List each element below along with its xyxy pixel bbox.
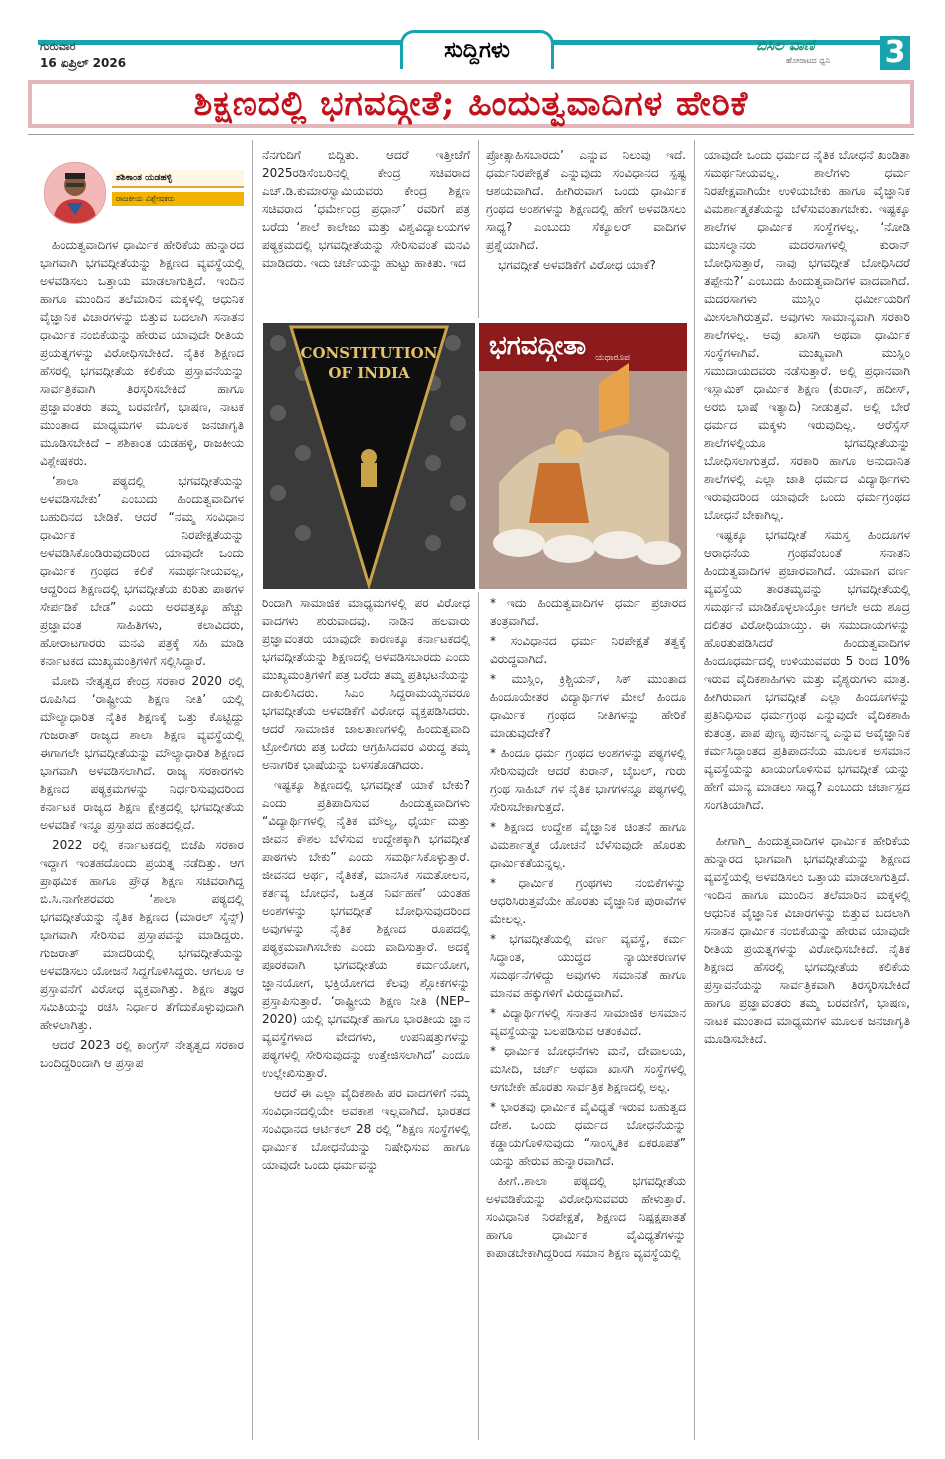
header-day: ಗುರುವಾರ — [40, 40, 76, 53]
paragraph: ಇಷ್ಟಕ್ಕೂ ಭಗವದ್ಗೀತೆ ಸಮಸ್ತ ಹಿಂದೂಗಳ ಆರಾಧನೆಯ ಗ್ರಂಥವೆಂಬಂತೆ ಸನಾತನಿ ಹಿಂದುತ್ವವಾದಿಗಳ ಪ್ರಚಾರವಾಗಿದೆ. ಯಾವಾಗ ವರ್ಣ ವ್ಯವಸ್ಥೆಯ ತಾರತಮ್ಯವನ್ನು ಭಗವದ್ಗೀತೆಯಲ್ಲಿ ಸಮರ್ಥನೆ ಮಾಡಿಕೊಳ್ಳಲಾಯ್ತೋ ಆಗಲೇ ಅದು ಶೂದ್ರ ದಲಿತರ ವಿರೋಧಿಯಾಯ್ತು. ಈ ಸಮುದಾಯಗಳನ್ನು ಹೊರತುಪಡಿಸಿದರೆ ಹಿಂದುತ್ವವಾದಿಗಳ ಹಿಂದೂಧರ್ಮದಲ್ಲಿ ಉಳಿಯುವವರು 5 ರಿಂದ 10% ಇರುವ ವೈದಿಕಶಾಹಿಗಳು ಮತ್ತು ವೈಶ್ಯರುಗಳು ಮಾತ್ರ. ಹೀಗಿರುವಾಗ ಭಗವದ್ಗೀತೆ ಎಲ್ಲಾ ಹಿಂದೂಗಳನ್ನು ಪ್ರತಿನಿಧಿಸುವ ಧರ್ಮಗ್ರಂಥ ಎನ್ನುವುದೇ ವೈದಿಕಶಾಹಿ ಕುತಂತ್ರ. ಪಾಪ ಪುಣ್ಯ ಪುನರ್ಜನ್ಮ ಎನ್ನುವ ಅವೈಜ್ಞಾನಿಕ ಕರ್ಮಸಿದ್ಧಾಂತದ ಪ್ರತಿಪಾದನೆಯ ಮೂಲಕ ಅಸಮಾನ ವ್ಯವಸ್ಥೆಯನ್ನು ಖಾಯಂಗೊಳಿಸುವ ಭಗವದ್ಗೀತೆ ಯನ್ನು ಹೇಗೆ ಮಾನ್ಯ ಮಾಡಲು ಸಾಧ್ಯ? ಎಂಬುದು ಚರ್ಚಾಸ್ಪದ ಸಂಗತಿಯಾಗಿದೆ. — [704, 528, 910, 812]
list-item: * ಭಾರತವು ಧಾರ್ಮಿಕ ವೈವಿಧ್ಯತೆ ಇರುವ ಬಹುತ್ವದ ದೇಶ. ಒಂದು ಧರ್ಮದ ಬೋಧನೆಯನ್ನು ಕಡ್ಡಾಯಗೊಳಿಸುವುದು “ಸಾಂಸ್ಕೃತಿಕ ಏಕರೂಪತೆ” ಯನ್ನು ಹೇರುವ ಹುನ್ನಾರವಾಗಿದೆ. — [490, 1100, 686, 1168]
paragraph: ಮೋದಿ ನೇತೃತ್ವದ ಕೇಂದ್ರ ಸರಕಾರ 2020 ರಲ್ಲಿ ರೂಪಿಸಿದ ‘ರಾಷ್ಟ್ರೀಯ ಶಿಕ್ಷಣ ನೀತಿ’ ಯಲ್ಲಿ ಮೌಲ್ಯಾಧಾರಿತ ನೈತಿಕ ಶಿಕ್ಷಣಕ್ಕೆ ಒತ್ತು ಕೊಟ್ಟಿದ್ದು ಗುಜರಾತ್ ರಾಜ್ಯದ ಶಾಲಾ ಶಿಕ್ಷಣ ವ್ಯವಸ್ಥೆಯಲ್ಲಿ ಈಗಾಗಲೇ ಭಗವದ್ಗೀತೆಯನ್ನು ಮೌಲ್ಯಾಧಾರಿತ ಶಿಕ್ಷಣದ ಭಾಗವಾಗಿ ಅಳವಡಿಸಲಾಗಿದೆ. ರಾಜ್ಯ ಸರಕಾರಗಳು ಶಿಕ್ಷಣದ ಪಠ್ಯಕ್ರಮಗಳನ್ನು ನಿರ್ಧರಿಸುವುದರಿಂದ ಕರ್ನಾಟಕ ರಾಜ್ಯದ ಶಿಕ್ಷಣ ಕ್ಷೇತ್ರದಲ್ಲಿ ಭಗವದ್ಗೀತೆಯ ಅಳವಡಿಕೆ ಇನ್ನೂ ಪ್ರಸ್ತಾಪದ ಹಂತದಲ್ಲಿದೆ. — [40, 674, 244, 832]
section-tab: ಸುದ್ದಿಗಳು — [400, 30, 554, 69]
author-role: ರಾಜಕೀಯ ವಿಶ್ಲೇಷಕರು — [112, 192, 244, 206]
page-number: 3 — [880, 36, 910, 70]
gita-cover-icon — [479, 323, 687, 589]
paragraph: ಆದರೆ 2023 ರಲ್ಲಿ ಕಾಂಗ್ರೆಸ್ ನೇತೃತ್ವದ ಸರಕಾರ ಬಂದಿದ್ದರಿಂದಾಗಿ ಆ ಪ್ರಸ್ತಾಪ — [40, 1038, 244, 1070]
paragraph: ಪ್ರೋತ್ಸಾಹಿಸಬಾರದು’ ಎನ್ನುವ ನಿಲುವು ಇದೆ. ಧರ್ಮನಿರಪೇಕ್ಷತೆ ಎನ್ನುವುದು ಸಂವಿಧಾನದ ಸ್ಪಷ್ಟ ಆಶಯವಾಗಿದೆ. ಹೀಗಿರುವಾಗ ಒಂದು ಧಾರ್ಮಿಕ ಗ್ರಂಥದ ಅಂಶಗಳನ್ನು ಶಿಕ್ಷಣದಲ್ಲಿ ಹೇಗೆ ಅಳವಡಿಸಲು ಸಾಧ್ಯ? ಎಂಬುದು ಸೆಕ್ಯೂಲರ್ ವಾದಿಗಳ ಪ್ರಶ್ನೆಯಾಗಿದೆ. — [486, 148, 686, 252]
list-item: * ಇದು ಹಿಂದುತ್ವವಾದಿಗಳ ಧರ್ಮ ಪ್ರಚಾರದ ತಂತ್ರವಾಗಿದೆ. — [490, 596, 686, 628]
paragraph: ಆದರೆ ಈ ಎಲ್ಲಾ ವೈದಿಕಶಾಹಿ ಪರ ವಾದಗಳಿಗೆ ನಮ್ಮ ಸಂವಿಧಾನದಲ್ಲಿಯೇ ಅವಕಾಶ ಇಲ್ಲವಾಗಿದೆ. ಭಾರತದ ಸಂವಿಧಾನದ ಆರ್ಟಿಕಲ್ 28 ರಲ್ಲಿ “ಶಿಕ್ಷಣ ಸಂಸ್ಥೆಗಳಲ್ಲಿ ಧಾರ್ಮಿಕ ಬೋಧನೆಯನ್ನು ನಿಷೇಧಿಸುವ ಹಾಗೂ ಯಾವುದೇ ಒಂದು ಧರ್ಮವನ್ನು — [262, 1086, 470, 1172]
article-column-1 — [40, 236, 244, 1436]
paragraph: ಯಾವುದೇ ಒಂದು ಧರ್ಮದ ನೈತಿಕ ಬೋಧನೆ ಖಂಡಿತಾ ಸಮರ್ಥನೀಯವಲ್ಲ. ಶಾಲೆಗಳು ಧರ್ಮ ನಿರಪೇಕ್ಷವಾಗಿಯೇ ಉಳಿಯಬೇಕು ಹಾಗೂ ವೈಜ್ಞಾನಿಕ ವಿಮರ್ಶಾತ್ಮಕತೆಯನ್ನು ಬೆಳೆಸುವಂತಾಗಬೇಕು. ಇಷ್ಟಕ್ಕೂ ಶಾಲೆಗಳ ಧಾರ್ಮಿಕ ಸಂಸ್ಥೆಗಳಲ್ಲ. ‘ನೋಡಿ ಮುಸಲ್ಮಾನರು ಮದರಸಾಗಳಲ್ಲಿ ಕುರಾನ್ ಬೋಧಿಸುತ್ತಾರೆ, ನಾವು ಭಗವದ್ಗೀತೆ ಬೋಧಿಸಿದರೆ ತಪ್ಪೇನು?’ ಎಂಬುದು ಹಿಂದುತ್ವವಾದಿಗಳ ವಾದವಾಗಿದೆ. ಮದರಸಾಗಳು ಮುಸ್ಲಿಂ ಧರ್ಮೀಯರಿಗೆ ಮೀಸಲಾಗಿರುತ್ತವೆ. ಅವುಗಳು ಸಾಮಾನ್ಯವಾಗಿ ಸರಕಾರಿ ಶಾಲೆಗಳಲ್ಲ. ಅವು ಖಾಸಗಿ ಅಥವಾ ಧಾರ್ಮಿಕ ಸಂಸ್ಥೆಗಳಾಗಿವೆ. ಮುಖ್ಯವಾಗಿ ಮುಸ್ಲಿಂ ಸಮುದಾಯದವರು ನಡೆಸುತ್ತಾರೆ. ಅಲ್ಲಿ ಪ್ರಧಾನವಾಗಿ ಇಸ್ಲಾಮಿಕ್ ಧಾರ್ಮಿಕ ಶಿಕ್ಷಣ (ಕುರಾನ್, ಹದೀಸ್, ಅರಬಿ ಭಾಷೆ ಇತ್ಯಾದಿ) ನೀಡುತ್ತವೆ. ಅಲ್ಲಿ ಬೇರೆ ಧರ್ಮದ ಮಕ್ಕಳು ಇರುವುದಿಲ್ಲ. ಆರೆಸ್ಸೆಸ್ ಶಾಲೆಗಳಲ್ಲಿಯೂ ಭಗವದ್ಗೀತೆಯನ್ನು ಬೋಧಿಸಲಾಗುತ್ತದೆ. ಸರಕಾರಿ ಹಾಗೂ ಅನುದಾನಿತ ಶಾಲೆಗಳಲ್ಲಿ ಎಲ್ಲಾ ಜಾತಿ ಧರ್ಮದ ವಿದ್ಯಾರ್ಥಿಗಳು ಇರುವುದರಿಂದ ಯಾವುದೇ ಒಂದು ಧರ್ಮಗ್ರಂಥದ ಬೋಧನೆ ಬೇಕಾಗಿಲ್ಲ. — [704, 148, 910, 522]
paragraph: ಹೀಗಾಗಿ_ ಹಿಂದುತ್ವವಾದಿಗಳ ಧಾರ್ಮಿಕ ಹೇರಿಕೆಯ ಹುನ್ನಾರದ ಭಾಗವಾಗಿ ಭಗವದ್ಗೀತೆಯನ್ನು ಶಿಕ್ಷಣದ ವ್ಯವಸ್ಥೆಯಲ್ಲಿ ಅಳವಡಿಸಲು ಒತ್ತಾಯ ಮಾಡಲಾಗುತ್ತಿದೆ. ಇಂದಿನ ಹಾಗೂ ಮುಂದಿನ ತಲೆಮಾರಿನ ಮಕ್ಕಳಲ್ಲಿ ಆಧುನಿಕ ವೈಜ್ಞಾನಿಕ ವಿಚಾರಗಳನ್ನು ಬಿತ್ತುವ ಬದಲಾಗಿ ಸನಾತನ ಧಾರ್ಮಿಕ ನಂಬಿಕೆಯನ್ನು ಹೇರುವ ಯಾವುದೇ ರೀತಿಯ ಪ್ರಯತ್ನಗಳನ್ನು ವಿರೋಧಿಸಬೇಕಿದೆ. ನೈತಿಕ ಶಿಕ್ಷಣದ ಹೆಸರಲ್ಲಿ ಭಗವದ್ಗೀತೆಯ ಕಲಿಕೆಯ ಪ್ರಸ್ತಾವನೆಯನ್ನು ಸಾರ್ವತ್ರಿಕವಾಗಿ ತಿರಸ್ಕರಿಸಬೇಕಿದೆ ಹಾಗೂ ಪ್ರಜ್ಞಾವಂತರು ತಮ್ಮ ಬರವಣಿಗೆ, ಭಾಷಣ, ನಾಟಕ ಮುಂತಾದ ಮಾಧ್ಯಮಗಳ ಮೂಲಕ ಜನಜಾಗೃತಿ ಮೂಡಿಸಬೇಕಿದೆ. — [704, 834, 910, 1046]
headline-box — [28, 80, 914, 128]
paragraph: ಹೀಗೆ..ಶಾಲಾ ಪಠ್ಯದಲ್ಲಿ ಭಗವದ್ಗೀತೆಯ ಅಳವಡಿಕೆಯನ್ನು ವಿರೋಧಿಸುವವರು ಹೇಳುತ್ತಾರೆ. ಸಂವಿಧಾನಿಕ ನಿರಪೇಕ್ಷತೆ, ಶಿಕ್ಷಣದ ನಿಷ್ಪಕ್ಷಪಾತತೆ ಹಾಗೂ ಧಾರ್ಮಿಕ ವೈವಿಧ್ಯತೆಗಳನ್ನು ಕಾಪಾಡಬೇಕಾಗಿದ್ದರಿಂದ ಸಮಾನ ಶಿಕ್ಷಣ ವ್ಯವಸ್ಥೆಯಲ್ಲಿ — [486, 1174, 686, 1260]
author-name: ಶಶಿಕಾಂತ ಯಡಹಳ್ಳಿ — [112, 170, 244, 188]
list-item: * ಹಿಂದೂ ಧರ್ಮ ಗ್ರಂಥದ ಅಂಶಗಳನ್ನು ಪಠ್ಯಗಳಲ್ಲಿ ಸೇರಿಸುವುದೇ ಆದರೆ ಕುರಾನ್, ಬೈಬಲ್, ಗುರು ಗ್ರಂಥ ಸಾಹಿಬ್ ಗಳ ನೈತಿಕ ಭಾಗಗಳನ್ನೂ ಪಠ್ಯಗಳಲ್ಲಿ ಸೇರಿಸಬೇಕಾಗುತ್ತದೆ. — [490, 746, 686, 814]
column-divider — [478, 140, 479, 318]
article-column-2-top — [262, 146, 470, 318]
paragraph: ರಿಂದಾಗಿ ಸಾಮಾಜಿಕ ಮಾಧ್ಯಮಗಳಲ್ಲಿ ಪರ ವಿರೋಧ ವಾದಗಳು ಶುರುವಾದವು. ನಾಡಿನ ಹಲವಾರು ಪ್ರಜ್ಞಾವಂತರು ಯಾವುದೇ ಕಾರಣಕ್ಕೂ ಕರ್ನಾಟಕದಲ್ಲಿ ಭಗವದ್ಗೀತೆಯನ್ನು ಶಿಕ್ಷಣದಲ್ಲಿ ಅಳವಡಿಸಬಾರದು ಎಂದು ಮುಖ್ಯಮಂತ್ರಿಗಳಿಗೆ ಪತ್ರ ಬರೆದು ತಮ್ಮ ಪ್ರತಿಭಟನೆಯನ್ನು ದಾಖಲಿಸಿದರು. ಸಿಎಂ ಸಿದ್ದರಾಮಯ್ಯನವರೂ ಭಗವದ್ಗೀತೆಯ ಅಳವಡಿಕೆಗೆ ವಿರೋಧ ವ್ಯಕ್ತಪಡಿಸಿದರು. ಆದರೆ ಸಾಮಾಜಿಕ ಜಾಲತಾಣಗಳಲ್ಲಿ ಹಿಂದುತ್ವವಾದಿ ಟ್ರೋಲಿಗರು ಪತ್ರ ಬರೆದು ಆಗ್ರಹಿಸಿದವರ ವಿರುದ್ಧ ತಮ್ಮ ಅನಾಗರಿಕ ಭಾಷೆಯನ್ನು ಬಳಸತೊಡಗಿದರು. — [262, 596, 470, 772]
list-item: * ಮುಸ್ಲಿಂ, ಕ್ರಿಶ್ಚಿಯನ್, ಸಿಕ್ ಮುಂತಾದ ಹಿಂದೂಯೇತರ ವಿದ್ಯಾರ್ಥಿಗಳ ಮೇಲೆ ಹಿಂದೂ ಧಾರ್ಮಿಕ ಗ್ರಂಥದ ನೀತಿಗಳನ್ನು ಹೇರಿಕೆ ಮಾಡುವುದೇಕೆ? — [490, 672, 686, 740]
header-date: 16 ಏಪ್ರಿಲ್ 2026 — [40, 56, 127, 70]
brand-tagline: ಹೋರಾಟದ ಧ್ವನಿ — [786, 56, 831, 65]
column-divider — [694, 140, 695, 1440]
paragraph: ಇಷ್ಟಕ್ಕೂ ಶಿಕ್ಷಣದಲ್ಲಿ ಭಗವದ್ಗೀತೆ ಯಾಕೆ ಬೇಕು? ಎಂದು ಪ್ರತಿಪಾದಿಸುವ ಹಿಂದುತ್ವವಾದಿಗಳು “ವಿದ್ಯಾರ್ಥಿಗಳಲ್ಲಿ ನೈತಿಕ ಮೌಲ್ಯ, ಧೈರ್ಯ ಮತ್ತು ಜೀವನ ಕೌಶಲ ಬೆಳೆಸುವ ಉದ್ದೇಶಕ್ಕಾಗಿ ಭಗವದ್ಗೀತೆ ಪಾಠಗಳು ಬೇಕು” ಎಂದು ಸಮರ್ಥಿಸಿಕೊಳ್ಳುತ್ತಾರೆ. ಜೀವನದ ಅರ್ಥ, ನೈತಿಕತೆ, ಮಾನಸಿಕ ಸಮತೋಲನ, ಕರ್ತವ್ಯ ಬೋಧನೆ, ಒತ್ತಡ ನಿರ್ವಹಣೆ’ ಯಂತಹ ಅಂಶಗಳನ್ನು ಭಗವದ್ಗೀತೆ ಬೋಧಿಸುವುದರಿಂದ ಅವುಗಳನ್ನು ನೈತಿಕ ಶಿಕ್ಷಣದ ರೂಪದಲ್ಲಿ ಪಠ್ಯಕ್ರಮವಾಗಿಸಬೇಕು ಎಂದು ವಾದಿಸುತ್ತಾರೆ. ಅದಕ್ಕೆ ಪೂರಕವಾಗಿ ಭಗವದ್ಗೀತೆಯ ಕರ್ಮಯೋಗ, ಜ್ಞಾನಯೋಗ, ಭಕ್ತಿಯೋಗದ ಕೆಲವು ಶ್ಲೋಕಗಳನ್ನು ಪ್ರಸ್ತಾಪಿಸುತ್ತಾರೆ. ‘ರಾಷ್ಟ್ರೀಯ ಶಿಕ್ಷಣ ನೀತಿ (NEP–2020) ಯಲ್ಲಿ ಭಗವದ್ಗೀತೆ ಹಾಗೂ ಭಾರತೀಯ ಜ್ಞಾನ ವ್ಯವಸ್ಥೆಗಳಾದ ವೇದಗಳು, ಉಪನಿಷತ್ತುಗಳನ್ನು ಪಠ್ಯಗಳಲ್ಲಿ ಸೇರಿಸುವುದನ್ನು ಉತ್ತೇಜಿಸಲಾಗಿದೆ’ ಎಂದೂ ಉಲ್ಲೇಖಿಸುತ್ತಾರೆ. — [262, 778, 470, 1080]
subheading: ಭಗವದ್ಗೀತೆ ಅಳವಡಿಕೆಗೆ ವಿರೋಧ ಯಾಕೆ? — [498, 258, 656, 272]
paragraph: ‘ಶಾಲಾ ಪಠ್ಯದಲ್ಲಿ ಭಗವದ್ಗೀತೆಯನ್ನು ಅಳವಡಿಸಬೇಕು’ ಎಂಬುದು ಹಿಂದುತ್ವವಾದಿಗಳ ಬಹುದಿನದ ಬೇಡಿಕೆ. ಆದರೆ “ನಮ್ಮ ಸಂವಿಧಾನ ಧಾರ್ಮಿಕ ನಿರಪೇಕ್ಷತೆಯನ್ನು ಅಳವಡಿಸಿಕೊಂಡಿರುವುದರಿಂದ ಯಾವುದೇ ಒಂದು ಧಾರ್ಮಿಕ ಗ್ರಂಥದ ಕಲಿಕೆ ಸಮರ್ಥನೀಯವಲ್ಲ, ಆದ್ದರಿಂದ ಶಿಕ್ಷಣದಲ್ಲಿ ಭಗವದ್ಗೀತೆಯ ಕುರಿತು ಪಾಠಗಳ ಸೇರ್ಪಡಿಕೆ ಬೇಡ” ಎಂದು ಅರವತ್ತಕ್ಕೂ ಹೆಚ್ಚು ಪ್ರಜ್ಞಾವಂತ ಸಾಹಿತಿಗಳು, ಕಲಾವಿದರು, ಹೋರಾಟಗಾರರು ಮನವಿ ಪತ್ರಕ್ಕೆ ಸಹಿ ಮಾಡಿ ಕರ್ನಾಟಕದ ಮುಖ್ಯಮಂತ್ರಿಗಳಿಗೆ ಸಲ್ಲಿಸಿದ್ದಾರೆ. — [40, 474, 244, 668]
article-column-2-bottom — [262, 594, 470, 1436]
list-item: * ವಿದ್ಯಾರ್ಥಿಗಳಲ್ಲಿ ಸನಾತನ ಸಾಮಾಜಿಕ ಅಸಮಾನ ವ್ಯವಸ್ಥೆಯನ್ನು ಬಲಪಡಿಸುವ ಆತಂಕವಿದೆ. — [490, 1006, 686, 1038]
article-column-3-bottom — [486, 594, 686, 1436]
paragraph: ನೆನಗುದಿಗೆ ಬಿದ್ದಿತು. ಆದರೆ ಇತ್ತೀಚೆಗೆ 2025ರಡಿಸೆಂಬರಿನಲ್ಲಿ ಕೇಂದ್ರ ಸಚಿವರಾದ ಎಚ್.ಡಿ.ಕುಮಾರಸ್ವಾಮಿಯವರು ಕೇಂದ್ರ ಶಿಕ್ಷಣ ಸಚಿವರಾದ ‘ಧರ್ಮೇಂದ್ರ ಪ್ರಧಾನ್’ ರವರಿಗೆ ಪತ್ರ ಬರೆದು ‘ಶಾಲೆ ಕಾಲೇಜು ಮತ್ತು ವಿಶ್ವವಿದ್ಯಾಲಯಗಳ ಪಠ್ಯಕ್ರಮದಲ್ಲಿ ಭಗವದ್ಗೀತೆಯನ್ನು ಸೇರಿಸುವಂತೆ ಮನವಿ ಮಾಡಿದರು. ಇದು ಚರ್ಚೆಯನ್ನು ಹುಟ್ಟು ಹಾಕಿತು. ಇದ — [262, 148, 470, 270]
column-divider — [478, 592, 479, 1440]
divider — [28, 134, 914, 135]
masthead-brand — [756, 36, 916, 70]
list-item: * ಭಗವದ್ಗೀತೆಯಲ್ಲಿ ವರ್ಣ ವ್ಯವಸ್ಥೆ, ಕರ್ಮ ಸಿದ್ಧಾಂತ, ಯುದ್ಧದ ನ್ಯಾಯೀಕರಣಗಳ ಸಮರ್ಥನೆಗಳಿದ್ದು ಅವುಗಳು ಸಮಾನತೆ ಹಾಗೂ ಮಾನವ ಹಕ್ಕುಗಳಿಗೆ ವಿರುದ್ಧವಾಗಿವೆ. — [490, 932, 686, 1000]
list-item: * ಶಿಕ್ಷಣದ ಉದ್ದೇಶ ವೈಜ್ಞಾನಿಕ ಚಿಂತನೆ ಹಾಗೂ ವಿಮರ್ಶಾತ್ಮಕ ಯೋಚನೆ ಬೆಳೆಸುವುದೇ ಹೊರತು ಧಾರ್ಮಿಕತೆಯನ್ನಲ್ಲ. — [490, 820, 686, 870]
author-byline — [44, 162, 240, 226]
headline: ಶಿಕ್ಷಣದಲ್ಲಿ ಭಗವದ್ಗೀತೆ; ಹಿಂದುತ್ವವಾದಿಗಳ ಹೇರಿಕೆ — [193, 84, 749, 124]
article-column-4 — [704, 146, 910, 1436]
paragraph: ಹಿಂದುತ್ವವಾದಿಗಳ ಧಾರ್ಮಿಕ ಹೇರಿಕೆಯ ಹುನ್ನಾರದ ಭಾಗವಾಗಿ ಭಗವದ್ಗೀತೆಯನ್ನು ಶಿಕ್ಷಣದ ವ್ಯವಸ್ಥೆಯಲ್ಲಿ ಅಳವಡಿಸಲು ಒತ್ತಾಯ ಮಾಡಲಾಗುತ್ತಿದೆ. ಇಂದಿನ ಹಾಗೂ ಮುಂದಿನ ತಲೆಮಾರಿನ ಮಕ್ಕಳಲ್ಲಿ ಆಧುನಿಕ ವೈಜ್ಞಾನಿಕ ವಿಚಾರಗಳನ್ನು ಬಿತ್ತುವ ಬದಲಾಗಿ ಸನಾತನ ಧಾರ್ಮಿಕ ನಂಬಿಕೆಯನ್ನು ಹೇರುವ ಯಾವುದೇ ರೀತಿಯ ಪ್ರಯತ್ನಗಳನ್ನು ವಿರೋಧಿಸಬೇಕಿದೆ. ನೈತಿಕ ಶಿಕ್ಷಣದ ಹೆಸರಲ್ಲಿ ಭಗವದ್ಗೀತೆಯ ಕಲಿಕೆಯ ಪ್ರಸ್ತಾವನೆಯನ್ನು ಸಾರ್ವತ್ರಿಕವಾಗಿ ತಿರಸ್ಕರಿಸಬೇಕಿದೆ ಹಾಗೂ ಪ್ರಜ್ಞಾವಂತರು ತಮ್ಮ ಬರವಣಿಗೆ, ಭಾಷಣ, ನಾಟಕ ಮುಂತಾದ ಮಾಧ್ಯಮಗಳ ಮೂಲಕ ಜನಜಾಗೃತಿ ಮೂಡಿಸಬೇಕಿದೆ – ಶಶಿಕಾಂತ ಯಡಹಳ್ಳಿ, ರಾಜಕೀಯ ವಿಶ್ಲೇಷಕರು. — [40, 238, 244, 468]
gita-subtitle: ಯಥಾರೂಪ — [595, 353, 630, 363]
constitution-image — [263, 323, 475, 589]
gita-image — [479, 323, 687, 589]
person-icon — [45, 163, 105, 223]
list-item: * ಸಂವಿಧಾನದ ಧರ್ಮ ನಿರಪೇಕ್ಷತೆ ತತ್ವಕ್ಕೆ ವಿರುದ್ಧವಾಗಿದೆ. — [490, 634, 686, 666]
article-images — [263, 323, 687, 589]
gita-title: ಭಗವದ್ಗೀತಾ — [489, 331, 587, 361]
column-divider — [252, 140, 253, 1440]
author-photo — [44, 162, 106, 224]
paragraph: 2022 ರಲ್ಲಿ ಕರ್ನಾಟಕದಲ್ಲಿ ಬಿಜೆಪಿ ಸರಕಾರ ಇದ್ದಾಗ ಇಂತಹದೊಂದು ಪ್ರಯತ್ನ ನಡೆದಿತ್ತು. ಆಗ ಪ್ರಾಥಮಿಕ ಹಾಗೂ ಪ್ರೌಢ ಶಿಕ್ಷಣ ಸಚಿವರಾಗಿದ್ದ ಬಿ.ಸಿ.ನಾಗೇಶರವರು ‘ಶಾಲಾ ಪಠ್ಯದಲ್ಲಿ ಭಗವದ್ಗೀತೆಯನ್ನು ನೈತಿಕ ಶಿಕ್ಷಣದ (ಮಾರಲ್ ಸೈನ್ಸ್) ಭಾಗವಾಗಿ ಸೇರಿಸುವ ಪ್ರಸ್ತಾಪವನ್ನು ಮಾಡಿದ್ದರು. ಗುಜರಾತ್ ಮಾದರಿಯಲ್ಲಿ ಭಗವದ್ಗೀತೆಯನ್ನು ಅಳವಡಿಸಲು ಯೋಜನೆ ಸಿದ್ದಗೊಳಿಸಿದ್ದರು. ಆಗಲೂ ಆ ಪ್ರಸ್ತಾವನೆಗೆ ವಿರೋಧ ವ್ಯಕ್ತವಾಗಿತ್ತು. ಶಿಕ್ಷಣ ತಜ್ಞರ ಸಮಿತಿಯನ್ನು ರಚಿಸಿ ನಿರ್ಧಾರ ತೆಗೆದುಕೊಳ್ಳುವುದಾಗಿ ಹೇಳಲಾಗಿತ್ತು. — [40, 838, 244, 1032]
list-item: * ಧಾರ್ಮಿಕ ಗ್ರಂಥಗಳು ನಂಬಿಕೆಗಳನ್ನು ಆಧರಿಸಿರುತ್ತವೆಯೇ ಹೊರತು ವೈಜ್ಞಾನಿಕ ಪುರಾವೆಗಳ ಮೇಲಲ್ಲ. — [490, 876, 686, 926]
list-item: * ಧಾರ್ಮಿಕ ಬೋಧನೆಗಳು ಮನೆ, ದೇವಾಲಯ, ಮಸೀದಿ, ಚರ್ಚ್ ಅಥವಾ ಖಾಸಗಿ ಸಂಸ್ಥೆಗಳಲ್ಲಿ ಆಗಬೇಕೇ ಹೊರತು ಸಾರ್ವತ್ರಿಕ ಶಿಕ್ಷಣದಲ್ಲಿ ಅಲ್ಲ. — [490, 1044, 686, 1094]
page-header — [0, 0, 945, 72]
article-column-3-top — [486, 146, 686, 318]
constitution-title: CONSTITUTION OF INDIA — [300, 344, 438, 382]
brand-name: ಬಿಸಿಲ ವಾಣಿ — [756, 36, 815, 54]
